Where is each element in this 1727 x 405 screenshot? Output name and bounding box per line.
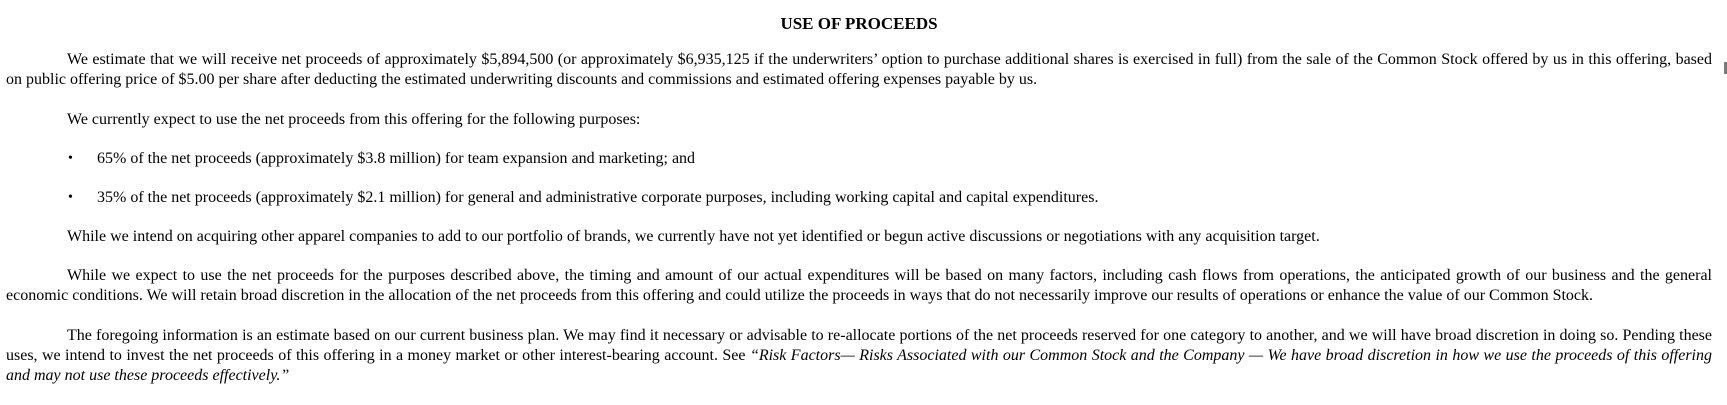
list-item-text: 65% of the net proceeds (approximately $3.8 million) for team expansion and marketing; and (97, 150, 696, 167)
list-item (6, 188, 1712, 208)
section-heading: USE OF PROCEEDS (780, 14, 938, 33)
paragraph-net-proceeds: We estimate that we will receive net proceeds of approximately $5,894,500 (or approximately $6,935,125 if the underwriters’ option to purchase additional shares is exercised in full) from the sale of the Common Stock offered by us in this offering, based on public offering price of $5.00 per share after deducting the estimated underwriting discounts and commissions and estimated offering expenses payable by us. (6, 51, 1712, 88)
bullet-icon: • (68, 151, 73, 166)
document-body (6, 14, 1712, 386)
bullet-icon: • (68, 190, 73, 205)
paragraph-expected-use: We currently expect to use the net proceeds from this offering for the following purposes: (67, 111, 641, 128)
risk-factors-reference: “Risk Factors— Risks Associated with our Common Stock and the Company — We have broad discretion in how we use the proceeds of this offering and may not use these proceeds effectively.” (6, 347, 1713, 384)
paragraph-timing: While we expect to use the net proceeds for the purposes described above, the timing and amount of our actual expenditures will be based on many factors, including cash flows from operations, the anticipated growth of our business and the general economic conditions. We will retain broad discretion in the allocation of the net proceeds from this offering and could utilize the proceeds in ways that do not necessarily improve our results of operations or enhance the value of our Common Stock. (6, 267, 1712, 304)
paragraph-acquisitions: While we intend on acquiring other apparel companies to add to our portfolio of brands, we currently have not yet identified or begun active discussions or negotiations with any acquisition target. (67, 228, 1320, 245)
paragraph-plain-text: The foregoing information is an estimate based on our current business plan. We may find it necessary or advisable to re-allocate portions of the net proceeds reserved for one category to another, and we will have broad discretion in doing so. Pending these uses, we intend to invest the net proceeds of this offering in a money market or other interest-bearing account. See (6, 327, 1712, 364)
list-item-text: 35% of the net proceeds (approximately $2.1 million) for general and administrative corporate purposes, including working capital and capital expenditures. (97, 189, 1099, 206)
paragraph-business-plan (6, 326, 1712, 386)
list-item (6, 149, 1712, 169)
